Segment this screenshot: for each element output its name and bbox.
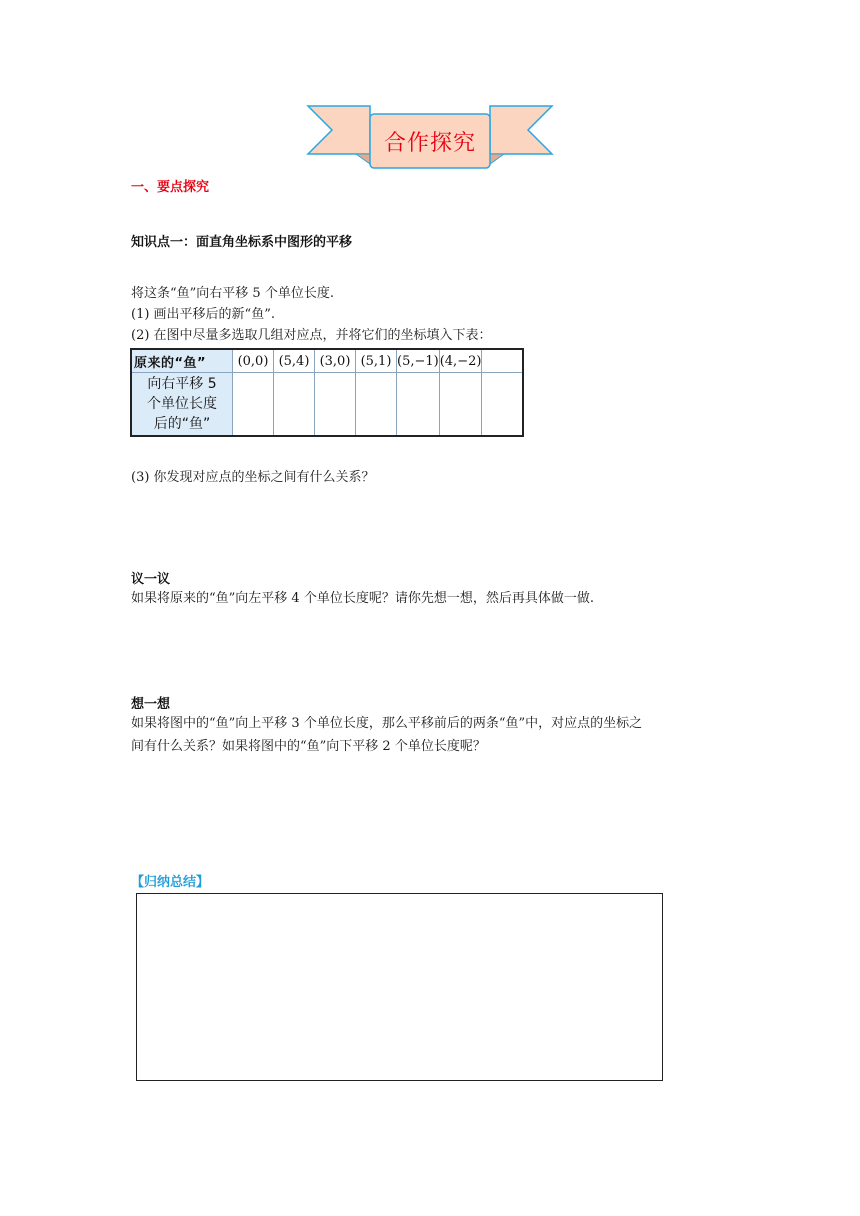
think-heading: 想一想 — [131, 697, 171, 712]
summary-heading: 【归纳总结】 — [131, 875, 210, 890]
think-text-line2: 间有什么关系？如果将图中的“鱼”向下平移 2 个单位长度呢？ — [131, 739, 486, 754]
question-2: (2) 在图中尽量多选取几组对应点，并将它们的坐标填入下表： — [131, 328, 492, 343]
row1-label: 原来的“鱼” — [131, 349, 233, 373]
row2-label-line: 个单位长度 — [147, 396, 217, 412]
section-heading: 一、要点探究 — [131, 180, 210, 195]
answer-cell[interactable] — [482, 373, 524, 437]
knowledge-point-heading: 知识点一：面直角坐标系中图形的平移 — [131, 235, 353, 250]
table-cell: (3,0) — [315, 349, 356, 373]
discuss-text: 如果将原来的“鱼”向左平移 4 个单位长度呢？请你先想一想，然后再具体做一做. — [131, 591, 594, 606]
answer-cell[interactable] — [233, 373, 274, 437]
banner-title: 合作探究 — [383, 130, 476, 156]
coordinate-table — [130, 348, 524, 437]
table-cell — [482, 349, 524, 373]
answer-cell[interactable] — [356, 373, 397, 437]
table-cell: (5,1) — [356, 349, 397, 373]
intro-text: 将这条“鱼”向右平移 5 个单位长度. — [131, 286, 334, 301]
table-cell: (0,0) — [233, 349, 274, 373]
answer-cell[interactable] — [315, 373, 356, 437]
think-text-line1: 如果将图中的“鱼”向上平移 3 个单位长度，那么平移前后的两条“鱼”中，对应点的坐标之 — [131, 716, 643, 731]
row2-label-line: 后的“鱼” — [153, 416, 211, 432]
table-cell: (5,4) — [274, 349, 315, 373]
table-row — [131, 349, 523, 373]
answer-cell[interactable] — [397, 373, 440, 437]
answer-cell[interactable] — [274, 373, 315, 437]
answer-cell[interactable] — [439, 373, 482, 437]
discuss-heading: 议一议 — [131, 572, 171, 587]
row2-label — [131, 373, 233, 437]
table-cell: (4,−2) — [439, 349, 482, 373]
row2-label-line: 向右平移 5 — [147, 376, 217, 392]
summary-answer-box[interactable] — [136, 893, 663, 1081]
table-cell: (5,−1) — [397, 349, 440, 373]
question-3: (3) 你发现对应点的坐标之间有什么关系？ — [131, 470, 375, 485]
table-row — [131, 373, 523, 437]
question-1: (1) 画出平移后的新“鱼”. — [131, 307, 275, 322]
